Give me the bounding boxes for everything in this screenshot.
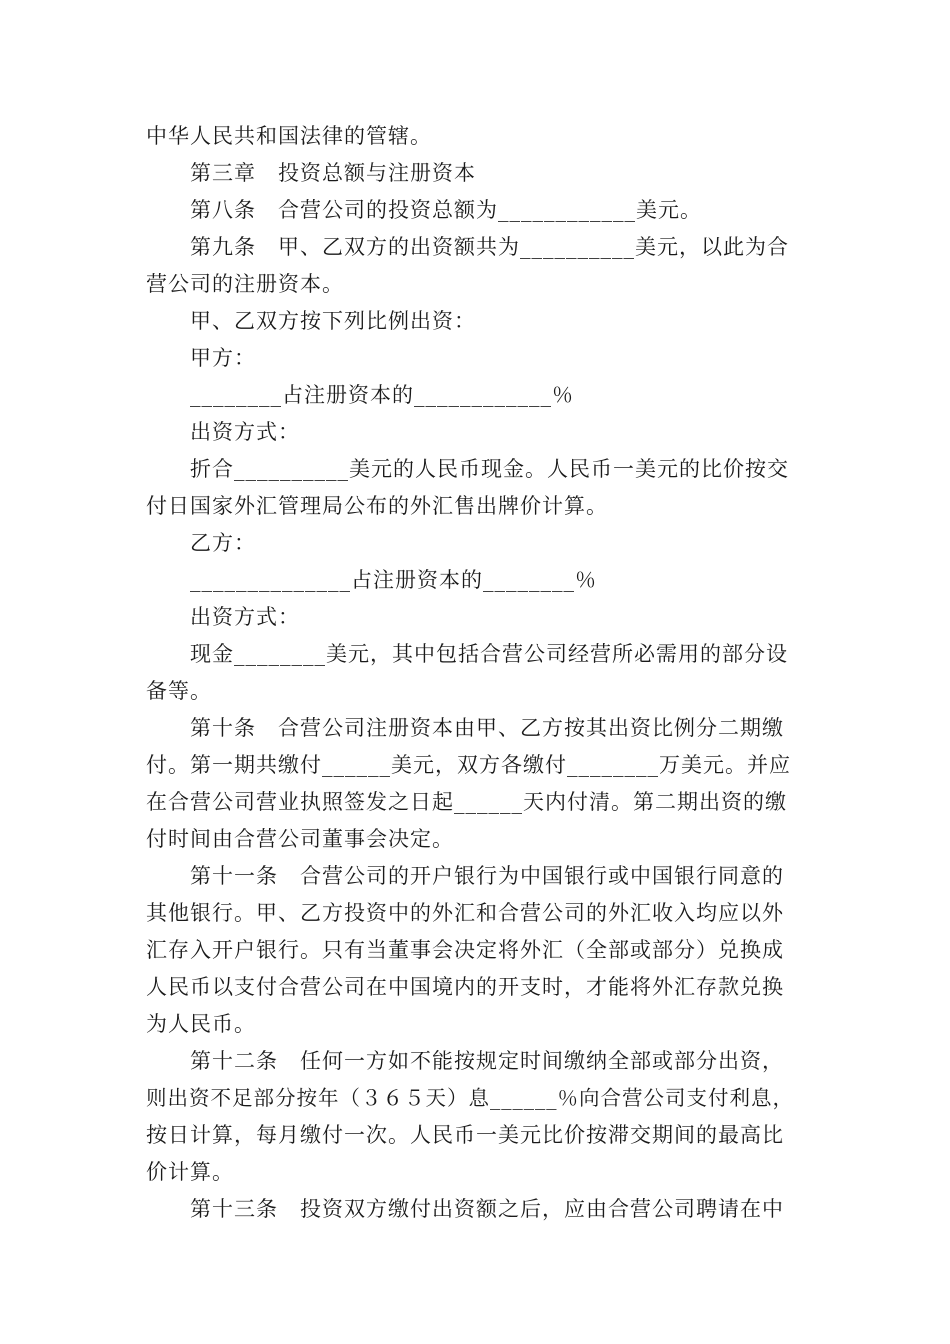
text-line: 汇存入开户银行。只有当董事会决定将外汇（全部或部分）兑换成 [146,938,784,962]
chapter-heading: 第三章 投资总额与注册资本 [190,161,476,185]
text-line: 其他银行。甲、乙方投资中的外汇和合营公司的外汇收入均应以外 [146,901,784,925]
article-10: 第十条 合营公司注册资本由甲、乙方按其出资比例分二期缴 [190,716,784,740]
party-b-label: 乙方： [190,531,256,555]
text-line: 付。第一期共缴付______美元，双方各缴付________万美元。并应 [146,753,791,777]
text-line: 在合营公司营业执照签发之日起______天内付清。第二期出资的缴 [146,790,787,814]
text-line: 营公司的注册资本。 [146,272,344,296]
text-line: 折合__________美元的人民币现金。人民币一美元的比价按交 [190,457,789,481]
party-b-share: ______________占注册资本的________％ [190,568,597,592]
text-line: 人民币以支付合营公司在中国境内的开支时，才能将外汇存款兑换 [146,975,784,999]
text-line: 为人民币。 [146,1012,256,1036]
text-line: 付日国家外汇管理局公布的外汇售出牌价计算。 [146,494,608,518]
text-line: 甲、乙双方按下列比例出资： [190,309,476,333]
text-line: 现金________美元，其中包括合营公司经营所必需用的部分设 [190,642,788,666]
text-line: 付时间由合营公司董事会决定。 [146,827,454,851]
article-13: 第十三条 投资双方缴付出资额之后，应由合营公司聘请在中 [190,1197,784,1221]
party-a-label: 甲方： [190,346,256,370]
article-12: 第十二条 任何一方如不能按规定时间缴纳全部或部分出资， [190,1049,784,1073]
article-9: 第九条 甲、乙双方的出资额共为__________美元，以此为合 [190,235,789,259]
article-11: 第十一条 合营公司的开户银行为中国银行或中国银行同意的 [190,864,784,888]
text-line: 中华人民共和国法律的管辖。 [146,124,432,148]
party-a-share: ________占注册资本的____________％ [190,383,574,407]
contribution-method-label: 出资方式： [190,420,300,444]
text-line: 备等。 [146,679,212,703]
contribution-method-label: 出资方式： [190,605,300,629]
text-line: 按日计算，每月缴付一次。人民币一美元比价按滞交期间的最高比 [146,1123,784,1147]
text-line: 价计算。 [146,1160,234,1184]
text-line: 则出资不足部分按年（３６５天）息______％向合营公司支付利息， [146,1086,794,1110]
article-8: 第八条 合营公司的投资总额为____________美元。 [190,198,702,222]
